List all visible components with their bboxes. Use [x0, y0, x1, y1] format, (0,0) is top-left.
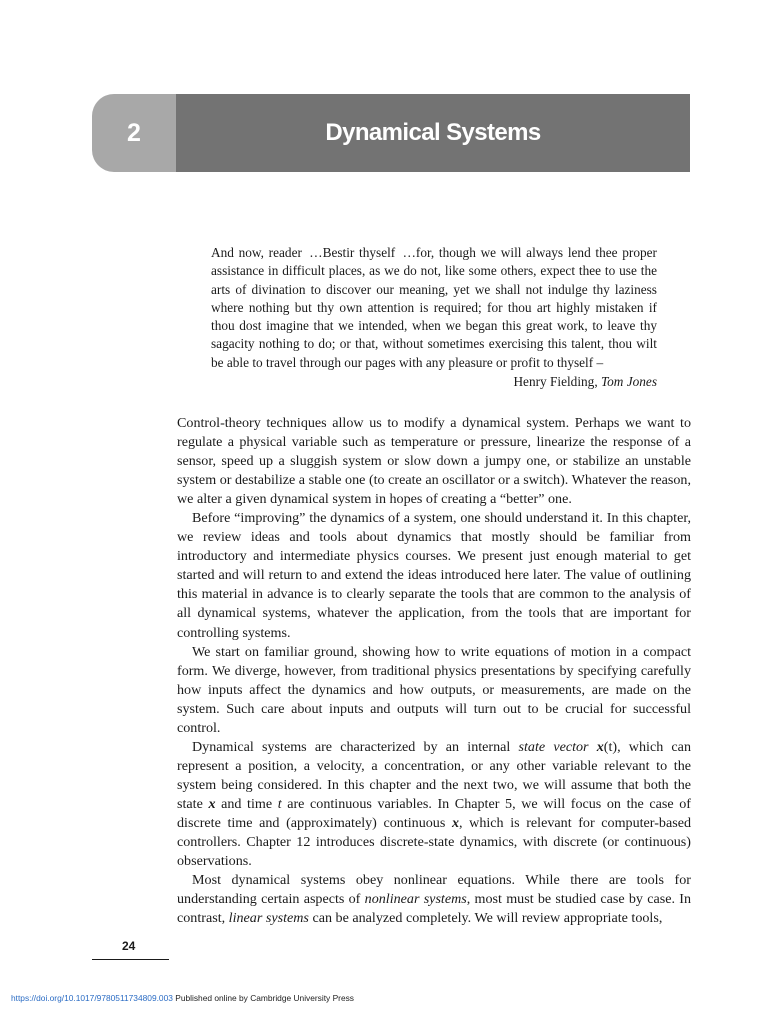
paragraph-1: Control-theory techniques allow us to modify a dynamical system. Perhaps we want to regulate a physical variable such as temperature or pressure, linearize the response of a sensor, speed up a sluggish system or slow down a jumpy one, or stabilize an unstable system or destabilize a stable one (to create an oscillator or a switch). Whatever the reason, we alter a given dynamical system in hopes of creating a “better” one.	[177, 415, 691, 508]
publisher-text: Published online by Cambridge University Press	[172, 993, 354, 1003]
p4-segment: and time	[215, 795, 278, 812]
paragraph-2: Before “improving” the dynamics of a system, one should understand it. In this chapter, we review ideas and tools about dynamics that mostly should be familiar from introductory and intermediate physics courses. We present just enough material to get started and will return to and extend the ideas introduced here later. The value of outlining this material in advance is to clearly separate the tools that are common to the analysis of all dynamical systems, whatever the application, from the tools that are important for controlling systems.	[177, 510, 691, 641]
p4-segment: are continuous variables. In Chapter 5, we will focus on the case of discrete time and (approximately) continuous	[177, 795, 691, 831]
p4-space	[589, 739, 597, 755]
symbol-x: x	[451, 814, 459, 831]
term-state-vector: state vector	[518, 738, 589, 755]
symbol-x: x	[596, 738, 604, 755]
page-number-rule	[92, 959, 169, 960]
p4-segment: Dynamical systems are characterized by an internal	[192, 738, 519, 755]
epigraph-attribution	[211, 373, 657, 391]
paragraph-3: We start on familiar ground, showing how to write equations of motion in a compact form. We diverge, however, from traditional physics presentations by specifying carefully how inputs affect the dynamics and how outputs, or measurements, are made on the system. Such care about inputs and outputs will turn out to be crucial for successful control.	[177, 643, 691, 736]
paragraph-5	[177, 871, 691, 928]
doi-link[interactable]: https://doi.org/10.1017/9780511734809.003	[11, 993, 173, 1003]
p5-segment: , most must be studied case by case. In contrast,	[177, 891, 691, 927]
paragraph-4	[177, 738, 691, 871]
p5-segment: Most dynamical systems obey nonlinear equations. While there are tools for understanding certain aspects of	[177, 872, 691, 908]
body-text	[177, 414, 691, 928]
chapter-banner	[92, 94, 690, 172]
term-nonlinear-systems: nonlinear systems	[364, 891, 467, 908]
chapter-number: 2	[92, 94, 176, 172]
p4-segment: , which is relevant for computer-based controllers. Chapter 12 introduces discrete-state dynamics, with discrete (or continuous) observations.	[177, 814, 691, 870]
symbol-t: t	[277, 795, 282, 812]
epigraph-author: Henry Fielding,	[513, 374, 601, 390]
chapter-title: Dynamical Systems	[176, 94, 690, 172]
footer	[11, 993, 354, 1003]
symbol-of-t: (t)	[603, 738, 618, 755]
symbol-x: x	[208, 795, 216, 812]
epigraph-text: And now, reader …Bestir thyself …for, though we will always lend thee proper assistance in difficult places, as we do not, like some others, expect thee to use the arts of divination to discover our meaning, yet we shall not indulge thy laziness where nothing but thy own attention is required; for thou art highly mistaken if thou dost imagine that we intended, when we began this great work, to leave thy sagacity nothing to do; or that, without sometimes exercising this talent, thou wilt be able to travel through our pages with any pleasure or profit to thyself –	[211, 245, 657, 370]
p4-segment: , which can represent a position, a velocity, a concentration, or any other variable relevant to the system being considered. In this chapter and the next two, we will assume that both the state	[177, 738, 691, 812]
page-number: 24	[122, 939, 136, 953]
epigraph	[211, 244, 657, 391]
term-linear-systems: linear systems	[228, 910, 309, 927]
p5-segment: can be analyzed completely. We will review appropriate tools,	[308, 910, 663, 927]
epigraph-work: Tom Jones	[600, 374, 657, 390]
